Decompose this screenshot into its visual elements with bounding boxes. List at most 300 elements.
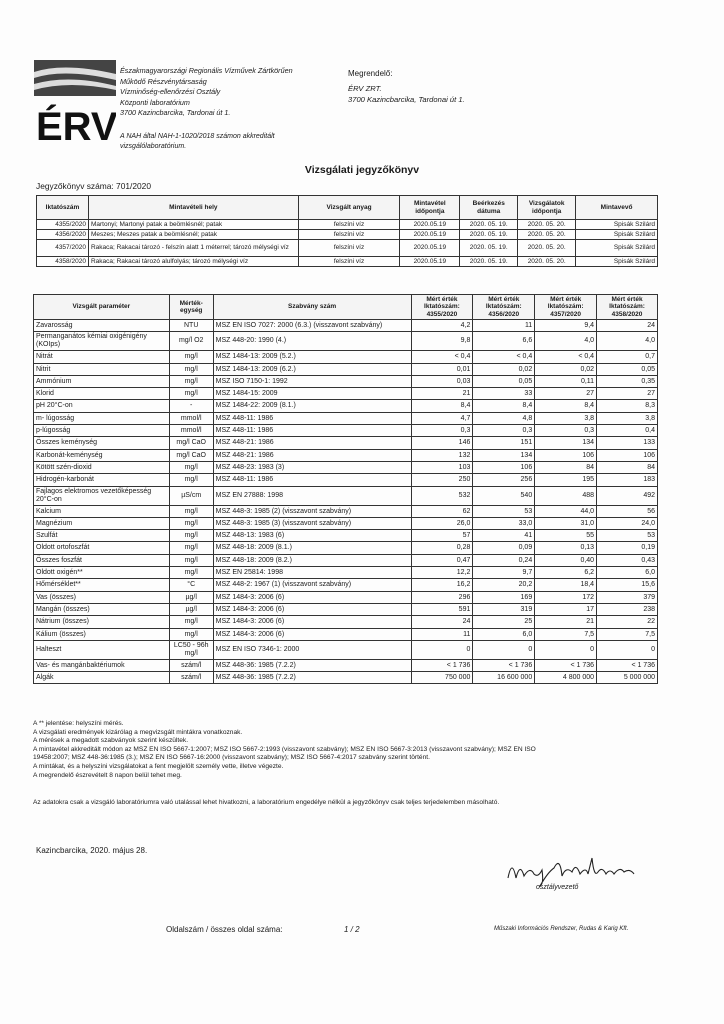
table-cell: MSZ 448-11: 1986: [213, 412, 411, 424]
org-line: Működő Részvénytársaság: [120, 76, 207, 86]
table-cell: 0: [597, 640, 658, 659]
table-cell: 2020.05.19: [400, 257, 460, 267]
table-cell: Ammónium: [34, 375, 170, 387]
table-cell: 106: [535, 449, 597, 461]
table-cell: Vas- és mangánbaktériumok: [34, 659, 170, 671]
column-header: Mérték-egység: [169, 295, 213, 320]
table-cell: Halteszt: [34, 640, 170, 659]
table-cell: mg/l: [169, 567, 213, 579]
page-count-value: 1 / 2: [344, 925, 360, 934]
table-cell: 53: [473, 505, 535, 517]
note-line: 19458:2007; MSZ 448-36:1985 (3.); MSZ EN ISO 5667-16:2000 (visszavont szabvány); MSZ ISO 5667-4:2017 szabvány szerint történt.: [33, 754, 430, 762]
table-cell: mg/l CaO: [169, 449, 213, 461]
table-cell: mg/l CaO: [169, 437, 213, 449]
table-cell: LC50 - 96h mg/l: [169, 640, 213, 659]
table-cell: 379: [597, 591, 658, 603]
results-body: [34, 320, 658, 684]
table-cell: 3,8: [535, 412, 597, 424]
table-cell: 7,5: [597, 628, 658, 640]
table-cell: 24,0: [597, 517, 658, 529]
document-title: Vizsgálati jegyzőkönyv: [304, 164, 420, 176]
copy-notice: Az adatokra csak a vizsgáló laboratóriumra való utalással lehet hivatkozni, a laboratórium engedélye nélkül a jegyzőkönyv csak teljes terjedelemben másolható.: [33, 799, 500, 806]
table-cell: Rakaca; Rakacai tározó - felszín alatt 1 méterrel; tározó mélységi víz: [88, 240, 298, 257]
accreditation-line: A NAH által NAH-1-1020/2018 számon akkreditált: [120, 133, 275, 140]
table-cell: 16,2: [411, 579, 473, 591]
table-cell: mg/l: [169, 530, 213, 542]
sample-row: [37, 257, 658, 267]
table-cell: 4,7: [411, 412, 473, 424]
table-cell: mg/l: [169, 375, 213, 387]
table-cell: Spisák Szilárd: [576, 257, 658, 267]
table-cell: MSZ EN 27888: 1998: [213, 486, 411, 505]
table-cell: mg/l: [169, 517, 213, 529]
table-cell: 256: [473, 474, 535, 486]
table-cell: MSZ 448-23: 1983 (3): [213, 461, 411, 473]
result-row: [34, 320, 658, 332]
table-cell: 21: [411, 388, 473, 400]
sample-row: [37, 220, 658, 230]
table-cell: Hidrogén-karbonát: [34, 474, 170, 486]
table-cell: 6,0: [597, 567, 658, 579]
result-row: [34, 400, 658, 412]
table-cell: < 1 736: [597, 659, 658, 671]
table-cell: mg/l: [169, 554, 213, 566]
column-header: Mért érték Iktatószám: 4356/2020: [473, 295, 535, 320]
result-row: [34, 388, 658, 400]
svg-text:ÉRV: ÉRV: [36, 105, 116, 148]
table-cell: 3,8: [597, 412, 658, 424]
table-cell: MSZ EN 25814: 1998: [213, 567, 411, 579]
samples-table: [36, 195, 658, 267]
table-cell: Oldott ortofoszfát: [34, 542, 170, 554]
table-cell: MSZ 448-11: 1986: [213, 474, 411, 486]
table-cell: Karbonát-keménység: [34, 449, 170, 461]
table-cell: 24: [597, 320, 658, 332]
table-cell: 0,35: [597, 375, 658, 387]
table-cell: 5 000 000: [597, 672, 658, 684]
result-row: [34, 517, 658, 529]
table-cell: 44,0: [535, 505, 597, 517]
results-header: [34, 295, 658, 320]
column-header: Mért érték Iktatószám: 4357/2020: [535, 295, 597, 320]
table-cell: 2020. 05. 19.: [460, 257, 518, 267]
table-cell: 238: [597, 603, 658, 615]
table-cell: 0: [473, 640, 535, 659]
table-cell: 0: [535, 640, 597, 659]
table-cell: Összes keménység: [34, 437, 170, 449]
result-row: [34, 425, 658, 437]
table-cell: 12,2: [411, 567, 473, 579]
result-row: [34, 554, 658, 566]
table-cell: 4,0: [535, 332, 597, 351]
column-header: Mért érték Iktatószám: 4358/2020: [597, 295, 658, 320]
table-cell: 84: [535, 461, 597, 473]
table-cell: 2020. 05. 20.: [518, 220, 576, 230]
table-cell: 84: [597, 461, 658, 473]
table-cell: Spisák Szilárd: [576, 220, 658, 230]
result-row: [34, 567, 658, 579]
result-row: [34, 486, 658, 505]
table-cell: 8,3: [597, 400, 658, 412]
sample-row: [37, 230, 658, 240]
table-cell: MSZ 1484-3: 2006 (6): [213, 591, 411, 603]
table-cell: MSZ 448-2: 1967 (1) (visszavont szabvány): [213, 579, 411, 591]
table-cell: MSZ 448-20: 1990 (4.): [213, 332, 411, 351]
table-cell: Fajlagos elektromos vezetőképesség 20°C-on: [34, 486, 170, 505]
table-cell: 55: [535, 530, 597, 542]
table-cell: 0,28: [411, 542, 473, 554]
column-header: Mintavételi hely: [88, 196, 298, 220]
accreditation-line: vizsgálólaboratórium.: [120, 143, 187, 150]
table-cell: mg/l: [169, 388, 213, 400]
table-cell: mg/l: [169, 628, 213, 640]
table-cell: MSZ 448-18: 2009 (8.2.): [213, 554, 411, 566]
table-cell: NTU: [169, 320, 213, 332]
result-row: [34, 505, 658, 517]
table-cell: < 1 736: [535, 659, 597, 671]
table-cell: 250: [411, 474, 473, 486]
table-cell: 24: [411, 616, 473, 628]
note-line: A mérések a megadott szabványok szerint készültek.: [33, 737, 189, 745]
table-cell: felszíni víz: [298, 220, 400, 230]
result-row: [34, 437, 658, 449]
table-cell: Klorid: [34, 388, 170, 400]
table-cell: 106: [597, 449, 658, 461]
table-cell: 41: [473, 530, 535, 542]
column-header: Vizsgálatok időpontja: [518, 196, 576, 220]
note-line: A mintavétel akkreditált módon az MSZ EN ISO 5667-1:2007; MSZ ISO 5667-2:1993 (visszavont szabvány); MSZ EN ISO 5667-3:2013 (visszavont szabvány); MSZ EN ISO: [33, 745, 536, 753]
table-cell: mg/l: [169, 542, 213, 554]
table-cell: 17: [535, 603, 597, 615]
table-cell: mmol/l: [169, 412, 213, 424]
table-cell: MSZ 1484-15: 2009: [213, 388, 411, 400]
table-cell: mg/l: [169, 363, 213, 375]
table-cell: 0,47: [411, 554, 473, 566]
note-line: A vizsgálati eredmények kizárólag a megvizsgált mintákra vonatkoznak.: [33, 728, 243, 736]
table-cell: °C: [169, 579, 213, 591]
table-cell: 492: [597, 486, 658, 505]
table-cell: Algák: [34, 672, 170, 684]
table-cell: µg/l: [169, 591, 213, 603]
column-header: Beérkezés dátuma: [460, 196, 518, 220]
column-header: Mintavevő: [576, 196, 658, 220]
table-cell: 4,0: [597, 332, 658, 351]
table-cell: 591: [411, 603, 473, 615]
column-header: Iktatószám: [37, 196, 89, 220]
handwritten-signature: [504, 848, 644, 888]
table-cell: Kalcium: [34, 505, 170, 517]
table-cell: 0,3: [473, 425, 535, 437]
table-cell: 0: [411, 640, 473, 659]
table-cell: 31,0: [535, 517, 597, 529]
table-cell: < 1 736: [411, 659, 473, 671]
table-cell: p-lúgosság: [34, 425, 170, 437]
table-cell: 0,01: [411, 363, 473, 375]
table-cell: Permanganátos kémiai oxigénigény (KOIps): [34, 332, 170, 351]
table-cell: Kálium (összes): [34, 628, 170, 640]
table-cell: 0,3: [411, 425, 473, 437]
result-row: [34, 628, 658, 640]
result-row: [34, 542, 658, 554]
table-cell: Magnézium: [34, 517, 170, 529]
table-cell: felszíni víz: [298, 240, 400, 257]
results-table: [33, 294, 658, 684]
column-header: Vizsgált paraméter: [34, 295, 170, 320]
table-cell: 4355/2020: [37, 220, 89, 230]
results-header-row: [34, 295, 658, 320]
table-cell: MSZ 448-3: 1985 (2) (visszavont szabvány): [213, 505, 411, 517]
result-row: [34, 332, 658, 351]
column-header: Mért érték Iktatószám: 4355/2020: [411, 295, 473, 320]
result-row: [34, 640, 658, 659]
table-cell: szám/l: [169, 672, 213, 684]
result-row: [34, 603, 658, 615]
result-row: [34, 474, 658, 486]
table-cell: 33,0: [473, 517, 535, 529]
table-cell: 319: [473, 603, 535, 615]
table-cell: 4 800 000: [535, 672, 597, 684]
table-cell: < 0,4: [411, 351, 473, 363]
table-cell: Oldott oxigén**: [34, 567, 170, 579]
result-row: [34, 530, 658, 542]
table-cell: pH 20°C-on: [34, 400, 170, 412]
table-cell: 0,02: [535, 363, 597, 375]
table-cell: Kötött szén-dioxid: [34, 461, 170, 473]
table-cell: Nátrium (összes): [34, 616, 170, 628]
table-cell: 0,24: [473, 554, 535, 566]
column-header: Szabvány szám: [213, 295, 411, 320]
table-cell: mg/l: [169, 461, 213, 473]
client-block: [348, 68, 465, 105]
table-cell: Nitrit: [34, 363, 170, 375]
note-line: A megrendelő észrevételt 8 napon belül tehet meg.: [33, 771, 182, 779]
result-row: [34, 449, 658, 461]
table-cell: 56: [597, 505, 658, 517]
table-cell: 4358/2020: [37, 257, 89, 267]
table-cell: 6,2: [535, 567, 597, 579]
table-cell: 0,7: [597, 351, 658, 363]
table-cell: mg/l O2: [169, 332, 213, 351]
table-cell: < 1 736: [473, 659, 535, 671]
table-cell: MSZ 1484-3: 2006 (6): [213, 628, 411, 640]
table-cell: Spisák Szilárd: [576, 240, 658, 257]
table-cell: 2020.05.19: [400, 230, 460, 240]
table-cell: 0,03: [411, 375, 473, 387]
table-cell: 6,6: [473, 332, 535, 351]
software-credit: Műszaki Információs Rendszer, Rudas & Karig Kft.: [494, 926, 629, 932]
table-cell: 132: [411, 449, 473, 461]
table-cell: 9,7: [473, 567, 535, 579]
table-cell: Nitrát: [34, 351, 170, 363]
table-cell: 151: [473, 437, 535, 449]
table-cell: 106: [473, 461, 535, 473]
table-cell: 9,8: [411, 332, 473, 351]
table-cell: Spisák Szilárd: [576, 230, 658, 240]
column-header: Mintavétel időpontja: [400, 196, 460, 220]
table-cell: 169: [473, 591, 535, 603]
table-cell: 195: [535, 474, 597, 486]
table-cell: Hőmérséklet**: [34, 579, 170, 591]
table-cell: 0,13: [535, 542, 597, 554]
table-cell: 750 000: [411, 672, 473, 684]
table-cell: MSZ 1484-3: 2006 (6): [213, 616, 411, 628]
table-cell: 21: [535, 616, 597, 628]
table-cell: 2020. 05. 20.: [518, 230, 576, 240]
table-cell: MSZ 448-21: 1986: [213, 437, 411, 449]
table-cell: Martonyi; Martonyi patak a beömlésnél; patak: [88, 220, 298, 230]
table-cell: 8,4: [473, 400, 535, 412]
table-cell: µS/cm: [169, 486, 213, 505]
table-cell: 22: [597, 616, 658, 628]
table-cell: 27: [597, 388, 658, 400]
table-cell: -: [169, 400, 213, 412]
table-cell: 0,05: [473, 375, 535, 387]
client-line: ÉRV ZRT.: [348, 84, 382, 93]
table-cell: 4,8: [473, 412, 535, 424]
table-cell: MSZ 448-11: 1986: [213, 425, 411, 437]
table-cell: 0,40: [535, 554, 597, 566]
table-cell: µg/l: [169, 603, 213, 615]
table-cell: 0,11: [535, 375, 597, 387]
table-cell: 25: [473, 616, 535, 628]
table-cell: MSZ 448-13: 1983 (6): [213, 530, 411, 542]
table-cell: 9,4: [535, 320, 597, 332]
result-row: [34, 591, 658, 603]
table-cell: MSZ 1484-3: 2006 (6): [213, 603, 411, 615]
table-cell: 18,4: [535, 579, 597, 591]
table-cell: 540: [473, 486, 535, 505]
place-and-date: Kazincbarcika, 2020. május 28.: [36, 846, 148, 855]
org-line: 3700 Kazincbarcika, Tardonai út 1.: [120, 108, 231, 118]
result-row: [34, 461, 658, 473]
table-cell: MSZ 448-3: 1985 (3) (visszavont szabvány): [213, 517, 411, 529]
table-cell: 20,2: [473, 579, 535, 591]
note-line: A mintákat, és a helyszíni vizsgálatokat a fent megjelölt személy vette, illetve végezte.: [33, 762, 284, 770]
erv-logo: [34, 60, 116, 148]
table-cell: Szulfát: [34, 530, 170, 542]
table-cell: 2020. 05. 19.: [460, 240, 518, 257]
table-cell: 133: [597, 437, 658, 449]
table-cell: 134: [535, 437, 597, 449]
table-cell: 62: [411, 505, 473, 517]
result-row: [34, 375, 658, 387]
result-row: [34, 363, 658, 375]
table-cell: Mangán (összes): [34, 603, 170, 615]
table-cell: MSZ ISO 7150-1: 1992: [213, 375, 411, 387]
table-cell: 4,2: [411, 320, 473, 332]
table-cell: mg/l: [169, 505, 213, 517]
table-cell: 8,4: [411, 400, 473, 412]
table-cell: 0,05: [597, 363, 658, 375]
document-number: Jegyzőkönyv száma: 701/2020: [36, 181, 151, 191]
table-cell: 6,0: [473, 628, 535, 640]
client-line: 3700 Kazincbarcika, Tardonai út 1.: [348, 95, 465, 104]
table-cell: 2020. 05. 19.: [460, 220, 518, 230]
table-cell: 2020.05.19: [400, 220, 460, 230]
table-cell: 26,0: [411, 517, 473, 529]
table-cell: 2020. 05. 20.: [518, 240, 576, 257]
table-cell: 4356/2020: [37, 230, 89, 240]
result-row: [34, 659, 658, 671]
table-cell: MSZ 448-36: 1985 (7.2.2): [213, 659, 411, 671]
table-cell: Meszes; Meszes patak a beömlésnél; patak: [88, 230, 298, 240]
table-cell: MSZ 448-18: 2009 (8.1.): [213, 542, 411, 554]
table-cell: 0,4: [597, 425, 658, 437]
table-cell: 53: [597, 530, 658, 542]
table-cell: 11: [473, 320, 535, 332]
table-cell: Vas (összes): [34, 591, 170, 603]
table-cell: 27: [535, 388, 597, 400]
table-cell: felszíni víz: [298, 230, 400, 240]
table-cell: MSZ 1484-13: 2009 (5.2.): [213, 351, 411, 363]
signature-role: osztályvezető: [536, 884, 579, 891]
table-cell: MSZ 1484-13: 2009 (6.2.): [213, 363, 411, 375]
result-row: [34, 672, 658, 684]
result-row: [34, 351, 658, 363]
table-cell: MSZ EN ISO 7027: 2000 (6.3.) (visszavont szabvány): [213, 320, 411, 332]
table-cell: 0,43: [597, 554, 658, 566]
table-cell: Összes foszfát: [34, 554, 170, 566]
table-cell: 11: [411, 628, 473, 640]
table-cell: 2020. 05. 19.: [460, 230, 518, 240]
org-line: Északmagyarországi Regionális Vízművek Zártkörűen: [120, 66, 293, 75]
table-cell: 183: [597, 474, 658, 486]
table-cell: 2020.05.19: [400, 240, 460, 257]
sample-row: [37, 240, 658, 257]
table-cell: Rakaca; Rakacai tározó alulfolyás; tározó mélységi víz: [88, 257, 298, 267]
notes: [33, 720, 693, 780]
table-cell: 2020. 05. 20.: [518, 257, 576, 267]
result-row: [34, 579, 658, 591]
table-cell: 16 600 000: [473, 672, 535, 684]
page-count-label: Oldalszám / összes oldal száma:: [166, 925, 283, 934]
table-cell: 103: [411, 461, 473, 473]
table-cell: 57: [411, 530, 473, 542]
organization-address: [120, 66, 293, 119]
org-line: Központi laboratórium: [120, 97, 190, 107]
table-cell: MSZ 448-21: 1986: [213, 449, 411, 461]
table-cell: 7,5: [535, 628, 597, 640]
table-cell: mg/l: [169, 351, 213, 363]
table-cell: 134: [473, 449, 535, 461]
table-cell: m- lúgosság: [34, 412, 170, 424]
samples-header: [37, 196, 658, 220]
client-label: Megrendelő:: [348, 69, 393, 78]
table-cell: < 0,4: [535, 351, 597, 363]
table-cell: 296: [411, 591, 473, 603]
table-cell: 33: [473, 388, 535, 400]
column-header: Vizsgált anyag: [298, 196, 400, 220]
accreditation: [120, 132, 275, 152]
table-cell: felszíni víz: [298, 257, 400, 267]
table-cell: 0,3: [535, 425, 597, 437]
table-cell: 488: [535, 486, 597, 505]
table-cell: 0,02: [473, 363, 535, 375]
org-line: Vízminőség-ellenőrzési Osztály: [120, 87, 221, 97]
table-cell: mg/l: [169, 616, 213, 628]
samples-header-row: [37, 196, 658, 220]
table-cell: 4357/2020: [37, 240, 89, 257]
table-cell: 8,4: [535, 400, 597, 412]
note-line: A ** jelentése: helyszíni mérés.: [33, 720, 124, 727]
table-cell: MSZ EN ISO 7346-1: 2000: [213, 640, 411, 659]
table-cell: mg/l: [169, 474, 213, 486]
table-cell: MSZ 448-36: 1985 (7.2.2): [213, 672, 411, 684]
table-cell: szám/l: [169, 659, 213, 671]
table-cell: MSZ 1484-22: 2009 (8.1.): [213, 400, 411, 412]
result-row: [34, 616, 658, 628]
table-cell: 0,09: [473, 542, 535, 554]
